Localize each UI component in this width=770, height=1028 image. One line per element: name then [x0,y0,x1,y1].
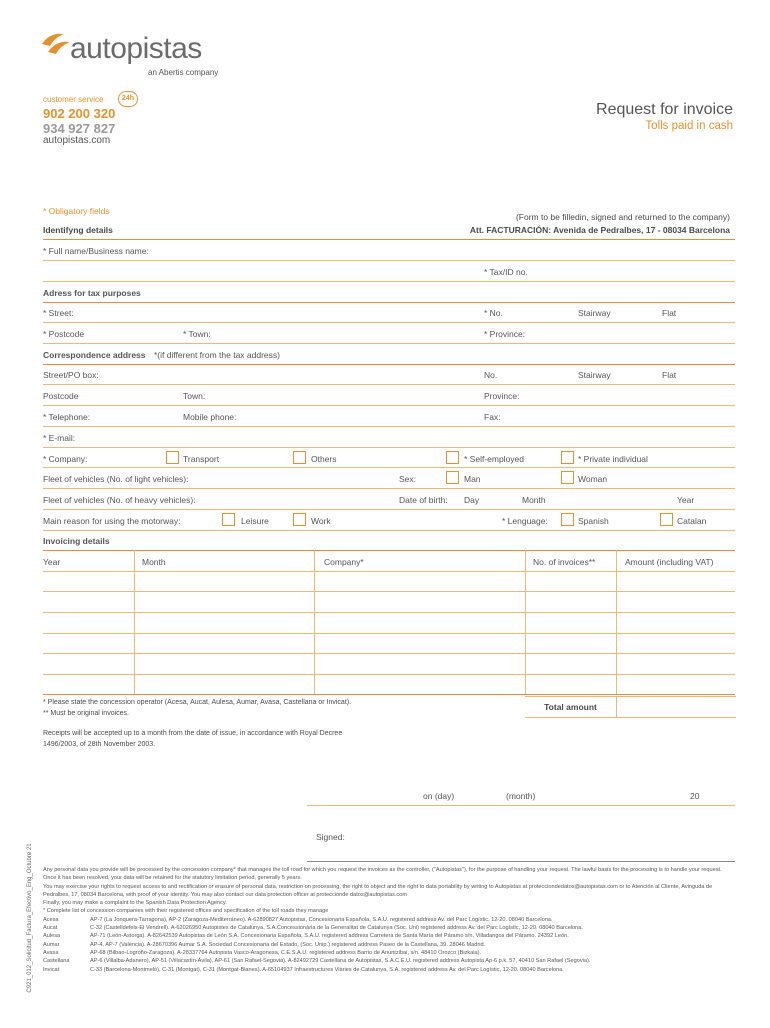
fleet-heavy-label: Fleet of vehicles (No. of heavy vehicles): [43,495,196,505]
total-amount-label: Total amount [544,702,597,712]
signature-field[interactable] [307,861,735,862]
legal-p3: Finally, you may make a complaint to the Spanish Data Protection Agency. [43,900,227,907]
phone-primary: 902 200 320 [43,106,116,121]
total-amount-box [525,696,616,718]
phone-secondary: 934 927 827 [43,121,116,136]
concession-row: Avasa AP-68 (Bilbao-Logroño-Zaragoza). A-28337764 Autopista Vasco-Aragonesa, C.E.S.A.U. registered address Barrio de Anuntzibai, s/n. 48410 Orozco (Bizkaia). [43,949,482,956]
col-amount: Amount (including VAT) [625,557,714,567]
signed-label: Signed: [316,832,345,842]
obligatory-note: * Obligatory fields [43,206,110,216]
table-row[interactable] [43,653,735,654]
street-label: * Street: [43,308,74,318]
stairway2-label: Stairway [578,370,611,380]
dob-label: Date of birth: [399,495,448,505]
table-row[interactable] [43,612,735,613]
street-po-field[interactable] [43,384,735,385]
legal-p2: You may exercise your rights to request access to and rectification or erasure of personal data, restriction on processing, the right to object and the right to data portability by writing to Autopistas at protecciondedatos@autopistas.com or to Atención al Cliente, Avinguda de Pedralbes, 17, 08034 Barcelona, with proof of your identity. You may also contact our data protection officer at proteccionde datos@autopistas.com [43,883,713,898]
page-subtitle: Tolls paid in cash [645,120,733,132]
private-individual-checkbox[interactable] [561,451,574,464]
work-checkbox[interactable] [293,513,306,526]
catalan-label: Catalan [677,516,707,526]
street-field[interactable] [43,322,735,323]
leisure-label: Leisure [241,516,269,526]
email-field[interactable] [43,447,735,448]
dob-day-label: Day [464,495,480,505]
spanish-label: Spanish [578,516,609,526]
taxid-label: * Tax/ID no. [484,267,528,277]
language-label: * Lenguage: [502,516,548,526]
no2-label: No. [484,370,498,380]
woman-checkbox[interactable] [561,471,574,484]
others-label: Others [311,454,337,464]
concession-row: Invicat C-33 (Barcelona-Montmeló), C-31 (Montgat), C-31 (Montgat-Blanes). A-65104937 Infraestructures Viàries de Catalunya, S.A. registered address Av. del Parc Logístic, 12-20. 08040 Barcelona. [43,966,564,973]
invoice-note-1: * Please state the concession operator (Acesa, Aucat, Aulesa, Aumar, Avasa, Castellana or Invicat). [43,699,352,706]
catalan-checkbox[interactable] [660,513,673,526]
col-year: Year [43,557,61,567]
document-code: C921_012_Solicitud_Factura_Efectivo_Eng_Octubre 21 [27,843,33,993]
sign-month: (month) [506,791,536,801]
corr-title: Correspondence address [43,350,146,360]
table-row[interactable] [43,633,735,634]
att-address: Att. FACTURACIÓN: Avenida de Pedralbes, 17 - 08034 Barcelona [469,225,730,235]
street-po-label: Street/PO box: [43,370,99,380]
concession-row: Aulesa AP-71 (León-Astorga). A-82642539 Autopistas de León S.A. Concesionaria Española, S.A.U. registered address Carretera de Santa María del Páramo s/n, Villadangos del Páramo. 24392 León. [43,933,569,940]
telephone-field[interactable] [43,426,735,427]
sex-label: Sex: [399,474,417,484]
work-label: Work [311,516,331,526]
company-label: * Company: [43,454,88,464]
self-employed-label: * Self-employed [464,454,525,464]
dob-month-label: Month [522,495,546,505]
receipts-note-1: Receipts will be accepted up to a month from the date of issue, in accordance with Royal Decree [43,730,343,737]
invoice-note-2: ** Must be original invoices. [43,710,129,717]
col-invoices: No. of invoices** [533,557,596,567]
postcode-label: * Postcode [43,329,85,339]
province-label: * Province: [484,329,526,339]
leisure-checkbox[interactable] [222,513,235,526]
stairway-label: Stairway [578,308,611,318]
fleet-light-label: Fleet of vehicles (No. of light vehicles): [43,474,189,484]
table-row[interactable] [43,674,735,675]
concession-row: Aumar AP-4, AP-7 (Valencia). A-28670396 Aumar S.A. Sociedad Concesionaria del Estado, (Soc. Unip.) registered address Paseo de la Castellana, 39. 28046 Madrid. [43,941,486,948]
autopistas-logo-icon [40,30,72,58]
no-label: * No. [484,308,503,318]
main-reason-label: Main reason for using the motorway: [43,516,181,526]
postcode2-field[interactable] [43,405,735,406]
taxid-field[interactable] [43,281,735,282]
spanish-checkbox[interactable] [561,513,574,526]
others-checkbox[interactable] [293,451,306,464]
legal-p1: Any personal data you provide will be processed by the concession company* that manages the toll road for which you request the invoices as the controller, ("Autopistas"), for the purpose of handling your request. The lawful basis for the processing is to handle your request. Once it has been resolved, your data will be retained for the statutory limitation period, generally 5 years. [43,867,722,882]
province2-label: Province: [484,391,520,401]
fleet-light-field[interactable] [43,488,735,489]
legal-text [43,866,735,974]
concession-row: Castellana AP-6 (Villalba-Adanero), AP-51 (Villacastín-Ávila), AP-61 (San Rafael-Segovia). A-82492729 Castellana de Autopistas, S.A.C.E.U. registered address Autopista Ap-6 p.k. 57, 40410 San Rafael (Segovia). [43,958,591,965]
brand-name: autopistas [70,32,202,65]
tax-address-title: Adress for tax purposes [43,288,141,298]
brand-logo [40,28,240,80]
fullname-field[interactable] [43,260,735,261]
town2-label: Town: [183,391,206,401]
telephone-label: * Telephone: [43,412,91,422]
form-note: (Form to be filledin, signed and returned to the company) [515,212,730,222]
man-checkbox[interactable] [446,471,459,484]
legal-p4: * Complete list of concession companies with their registered offices and specification of the toll roads they manage [43,908,329,915]
concession-row: Acesa AP-7 (La Jonquera-Tarragona), AP-2 (Zaragoza-Mediterráneo). A-62890827 Autopistas, Concesionaria Española, S.A.U. registered address Av. del Parc Logístic, 12-20. 08040 Barcelona. [43,916,553,923]
receipts-note-2: 1496/2003, of 28th November 2003. [43,741,156,748]
concession-row: Aucat C-32 (Castelldefels-El Vendrell). A-62026950 Autopistes de Catalunya, S.A.Concessionària de la Generalitat de Catalunya (Soc. Uni) registered address Av. del Parc Logístic, 12-20. 08040 Barcelona. [43,925,583,932]
flat2-label: Flat [662,370,677,380]
self-employed-checkbox[interactable] [446,451,459,464]
transport-checkbox[interactable] [166,451,179,464]
mobile-label: Mobile phone: [183,412,237,422]
service-label: customer service [43,95,104,104]
man-label: Man [464,474,481,484]
website: autopistas.com [43,135,111,146]
fleet-heavy-field[interactable] [43,509,735,510]
flat-label: Flat [662,308,677,318]
fax-label: Fax: [484,412,501,422]
email-label: * E-mail: [43,433,76,443]
private-individual-label: * Private individual [578,454,648,464]
sign-on-day: on (day) [423,791,455,801]
service-24h-badge: 24h [118,91,138,107]
postcode2-label: Postcode [43,391,79,401]
invoicing-title: Invoicing details [43,536,110,546]
fullname-label: * Full name/Business name: [43,246,149,256]
invoice-table [43,550,735,695]
total-amount-field[interactable] [616,696,736,718]
date-field[interactable] [307,805,735,806]
table-row[interactable] [43,591,735,592]
corr-note: *(if different from the tax address) [154,350,280,360]
col-month: Month [142,557,166,567]
postcode-field[interactable] [43,343,735,344]
page-title: Request for invoice [596,101,733,118]
brand-tagline: an Abertis company [148,68,219,77]
woman-label: Woman [578,474,608,484]
transport-label: Transport [183,454,220,464]
sign-year: 20 [690,791,700,801]
dob-year-label: Year [677,495,695,505]
identifying-title: Identifyng details [43,225,113,235]
town-label: * Town: [183,329,211,339]
col-company: Company* [324,557,364,567]
